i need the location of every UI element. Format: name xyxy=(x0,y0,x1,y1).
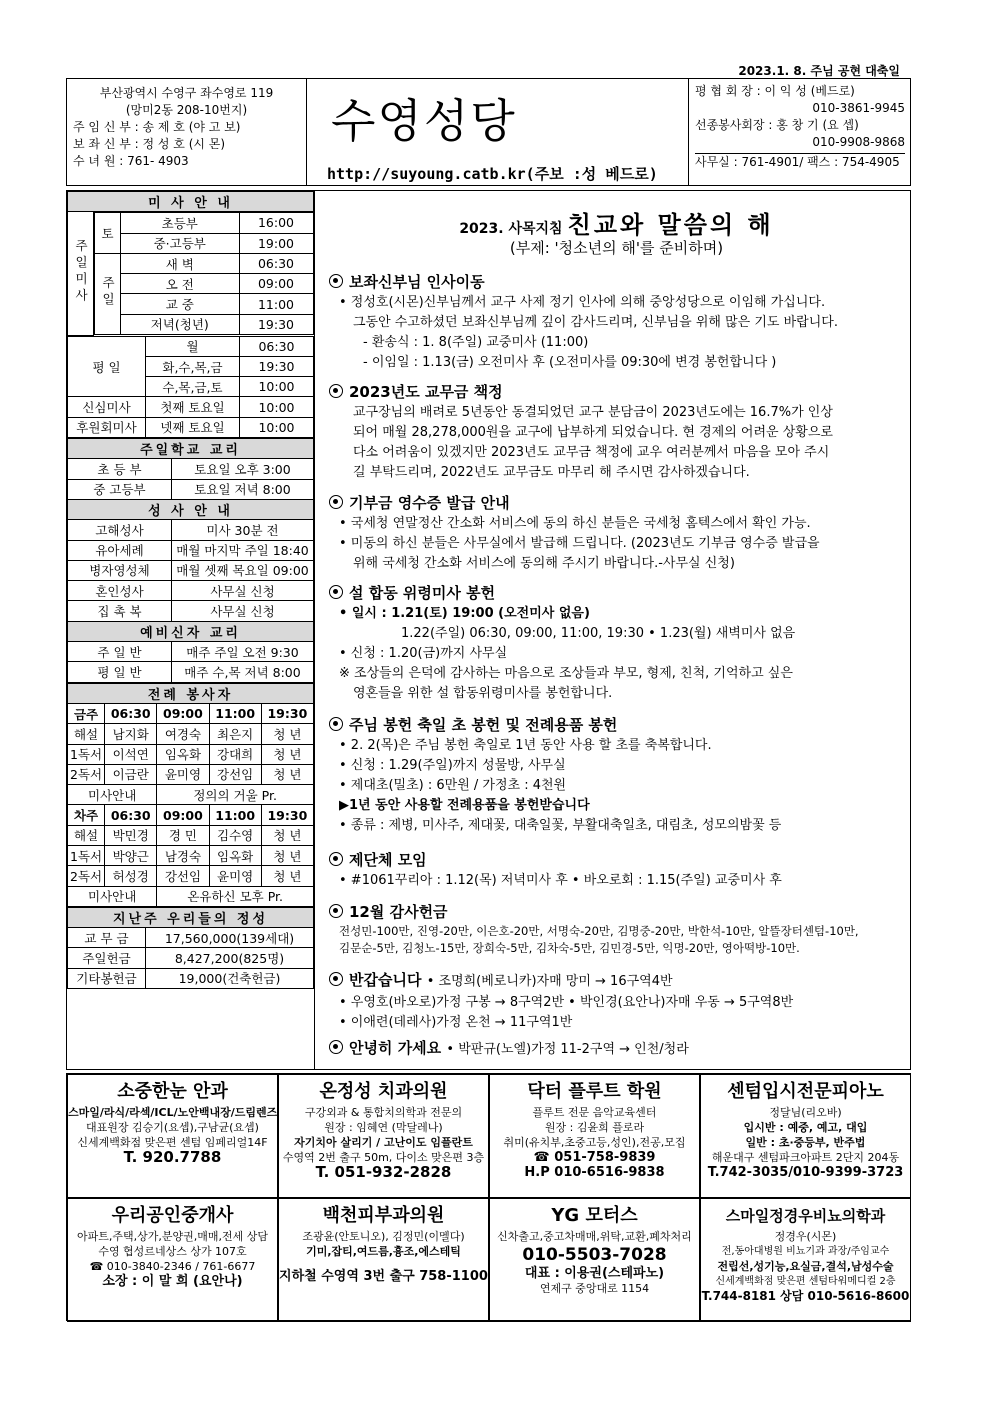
parish-info xyxy=(67,79,307,185)
section-welcome: 반갑습니다 • 조명희(베로니카)자매 망미 → 16구역4반 • 우영호(바오로)가정 구봉 → 8구역2반 • 박인경(요안나)자매 우동 → 5구역8반 • 이애련(데레사)가정 온천 → 11구역1반 xyxy=(329,969,904,1033)
contacts xyxy=(689,79,911,185)
circle-bullet-icon xyxy=(329,852,343,866)
section-candle: 주님 봉헌 축일 초 봉헌 및 전례용품 봉헌 • 2. 2(목)은 주님 봉헌 축일로 1년 동안 사용 할 초를 축복합니다. • 신청 : 1.29(주일)까지 성물방, 사무실 • 제대초(밀초) : 6만원 / 가정초 : 4천원 ▶1년 동안 사용할 전례용품을 봉헌받습니다 • 종류 : 제병, 미사주, 제대꽃, 대축일꽃, 부활대축일초, 대림초, 성모의밤꽃 등 xyxy=(329,714,904,836)
section-priest-transfer: 보좌신부님 인사이동 • 정성호(시몬)신부님께서 교구 사제 정기 인사에 의해 중앙성당으로 이임해 가십니다. 그동안 수고하셨던 보좌신부님께 깊이 감사드리며, 신부님을 위해 많은 기도 바랍니다. - 환송식 : 1. 8(주일) 교중미사 (11:00) - 이임일 : 1.13(금) 오전미사 후 (오전미사를 09:30에 변경 봉헌합니다 ) xyxy=(329,271,904,373)
pastoral-motto: 2023. 사목지침 친교와 말씀의 해 xyxy=(459,211,774,239)
contact-line: 선종봉사회장 : 홍 창 기 (요 셉) xyxy=(695,118,859,132)
motto-subtitle: (부제: '청소년의 해'를 준비하며) xyxy=(509,239,724,257)
header xyxy=(66,78,911,186)
ad-motors: YG 모터스 신차출고,중고차매매,위탁,교환,폐차처리 010-5503-7028 대표 : 이용권(스테파노) 연제구 중앙대로 1154 xyxy=(489,1198,700,1322)
contact-line: 010-9908-9868 xyxy=(812,135,905,149)
offering-table: 지난주 우리들의 정성 교 무 금 17,560,000(139세대) 주일헌금 8,427,200(825명) 기타봉헌금 19,000(건축헌금) xyxy=(67,907,314,989)
main-area xyxy=(66,190,911,1070)
section-receipt: 기부금 영수증 발급 안내 • 국세청 연말정산 간소화 서비스에 동의 하신 분들은 국세청 홈텍스에서 확인 가능. • 미동의 하신 분들은 사무실에서 발급해 드립니다. (2023년도 기부금 영수증 발급을 위해 국세청 간소화 서비스에 동의해 주시기 바랍니다.-사무실 신청) xyxy=(329,492,904,574)
circle-bullet-icon xyxy=(329,1040,343,1054)
convent-line: 수 녀 원 : 761- 4903 xyxy=(73,154,189,168)
schedule-table: 미 사 안 내 주일미사 토 초등부 16:00 중·고등부 19:00 주일 새 벽 06:30 오 전 09:00 교 중 11:00 저녁(청년) 19:30 xyxy=(67,191,314,336)
ad-dental-clinic: 온정성 치과의원 구강외과 & 통합치의학과 전문의 원장 : 임혜연 (막달레나) 자기치아 살리기 / 고난이도 임플란트 수영역 2번 출구 50m, 다이소 맞은편 3층 T. 051-932-2828 xyxy=(278,1074,489,1198)
school-table: 주일학교 교리 초 등 부 토요일 오후 3:00 중 고등부 토요일 저녁 8:00 성 사 안 내 고해성사 미사 30분 전 유아세례 매월 마지막 주일 18:40 병자영성체 매월 셋째 목요일 09:00 혼인성사 사무실 신청 집 촉 복 사무실 신청 예비신자 교리 주 일 반 매주 주일 오전 9:30 평 일 반 매주 수,목 저녁 8:00 xyxy=(67,438,314,683)
sunday-label: 주일 xyxy=(95,253,121,334)
circle-bullet-icon xyxy=(329,384,343,398)
issue-date: 2023.1. 8. 주님 공현 대축일 xyxy=(738,64,900,78)
ad-piano-academy: 센텀입시전문피아노 정달님(리오바) 입시반 : 예중, 예고, 대입 일반 : 초·중등부, 반주법 해운대구 센텀파크아파트 2단지 204동 T.742-3035/010-9399-3723 xyxy=(700,1074,911,1198)
circle-bullet-icon xyxy=(329,717,343,731)
weekday-label: 평 일 xyxy=(68,336,146,397)
sunday-mass-label: 주일미사 xyxy=(68,212,94,335)
advertisements xyxy=(66,1073,911,1321)
saturday-label: 토 xyxy=(95,213,121,254)
office-line: 사무실 : 761-4901/ 팩스 : 754-4905 xyxy=(695,153,905,171)
address-line: (망미2동 208-10번지) xyxy=(125,103,248,117)
section-groups: 제단체 모임 • #1061꾸리아 : 1.12(목) 저녁미사 후 • 바오로회 : 1.15(주일) 교중미사 후 xyxy=(329,849,904,891)
section-memorial-mass: 설 합동 위령미사 봉헌 • 일시 : 1.21(토) 19:00 (오전미사 없음) 1.22(주일) 06:30, 09:00, 11:00, 19:30 • 1.23(월) 새벽미사 없음 • 신청 : 1.20(금)까지 사무실 ※ 조상들의 은덕에 감사하는 마음으로 조상들과 부모, 형제, 친척, 기억하고 싶은 영혼들을 위한 설 합동위령미사를 봉헌합니다. xyxy=(329,582,904,704)
weekday-table: 평 일 월 06:30 화,수,목,금 19:30 수,목,금,토 10:00 신심미사 첫째 토요일 10:00 후원회미사 넷째 토요일 10:00 xyxy=(67,336,314,438)
contact-line: 평 협 회 장 : 이 익 성 (베드로) xyxy=(695,84,855,98)
website-link[interactable]: http://suyoung.catb.kr(주보 :성 베드로) xyxy=(327,165,658,183)
ad-realtor: 우리공인중개사 아파트,주택,상가,분양권,매매,전세 상담 수영 협성르네상스 상가 107호 ☎ 010-3840-2346 / 761-6677 소장 : 이 말 희 (요안나) xyxy=(67,1198,278,1322)
assistant-line: 보 좌 신 부 : 정 성 호 (시 몬) xyxy=(73,137,226,151)
section-tithe: 2023년도 교무금 책정 교구장님의 배려로 5년동안 동결되었던 교구 분담금이 2023년도에는 16.7%가 인상 되어 매월 28,278,000원을 교구에 납부하게 되었습니다. 현 경제의 어려운 상황으로 다소 어려움이 있겠지만 2023년도 교무금 책정에 교우 여러분께서 마음을 모아 주시 길 부탁드리며, 2022년도 교무금도 마무리 해 주시면 감사하겠습니다. xyxy=(329,381,904,483)
section-farewell: 안녕히 가세요 • 박판규(노엘)가정 11-2구역 → 인천/청라 xyxy=(329,1037,904,1061)
pastor-line: 주 임 신 부 : 송 제 호 (야 고 보) xyxy=(73,120,241,134)
sidebar xyxy=(67,191,315,1069)
address-line: 부산광역시 수영구 좌수영로 119 xyxy=(99,86,274,100)
contact-line: 010-3861-9945 xyxy=(812,101,905,115)
circle-bullet-icon xyxy=(329,585,343,599)
logo-area xyxy=(307,79,689,185)
circle-bullet-icon xyxy=(329,904,343,918)
section-thanks-offering: 12월 감사헌금 전성민-100만, 진영-20만, 이은호-20만, 서명숙-20만, 김명중-20만, 박한석-10만, 알뜰장터센텀-10만, 김문순-5만, 김청노-15만, 장희숙-5만, 김차숙-5만, 김민경-5만, 익명-20만, 영아떡방-10만. xyxy=(329,901,904,957)
ad-urology: 스마일정경우비뇨의학과 정경우(시몬) 전,동아대병원 비뇨기과 과장/주임교수 전립선,성기능,요실금,결석,남성수술 신세계백화점 맞은편 센텀타워메디컬 2층 T.744-8181 상담 010-5616-8600 xyxy=(700,1198,911,1322)
ad-eye-clinic: 소중한눈 안과 스마일/라식/라섹/ICL/노안백내장/드림렌즈 대표원장 김승기(요셉),구남균(요셉) 신세계백화점 맞은편 센텀 임페리얼14F T. 920.7788 xyxy=(67,1074,278,1198)
mass-title: 미 사 안 내 xyxy=(68,192,314,212)
ministers-table: 전례 봉사자 금주 06:30 09:00 11:00 19:30 해설 남지화 여경숙 최은지 청 년 1독서 이석연 임옥화 강대희 청 년 2독서 이금란 윤미영 강선임 청 년 미사안내 정의의 거울 Pr. 차주 06:30 09:00 11:00 19:30 해설 박민경 경 민 김수영 청 년 1독서 박양근 남경숙 임옥화 청 년 2독서 허성경 강선임 윤미영 청 년 미사안내 온유하신 모후 Pr. xyxy=(67,683,314,907)
ad-dermatology: 백천피부과의원 조광윤(안토니오), 김정민(이멜다) 기미,잡티,여드름,흉조,에스테틱 지하철 수영역 3번 출구 758-1100 xyxy=(278,1198,489,1322)
circle-bullet-icon xyxy=(329,274,343,288)
circle-bullet-icon xyxy=(329,495,343,509)
parish-logo: 수영성당 xyxy=(331,94,517,148)
ad-flute-academy: 닥터 플루트 학원 플루트 전문 음악교육센터 원장 : 김윤희 플로라 취미(유치부,초중고등,성인),전공,모집 ☎ 051-758-9839 H.P 010-6516-9838 xyxy=(489,1074,700,1198)
circle-bullet-icon xyxy=(329,972,343,986)
announcements xyxy=(329,199,904,1059)
